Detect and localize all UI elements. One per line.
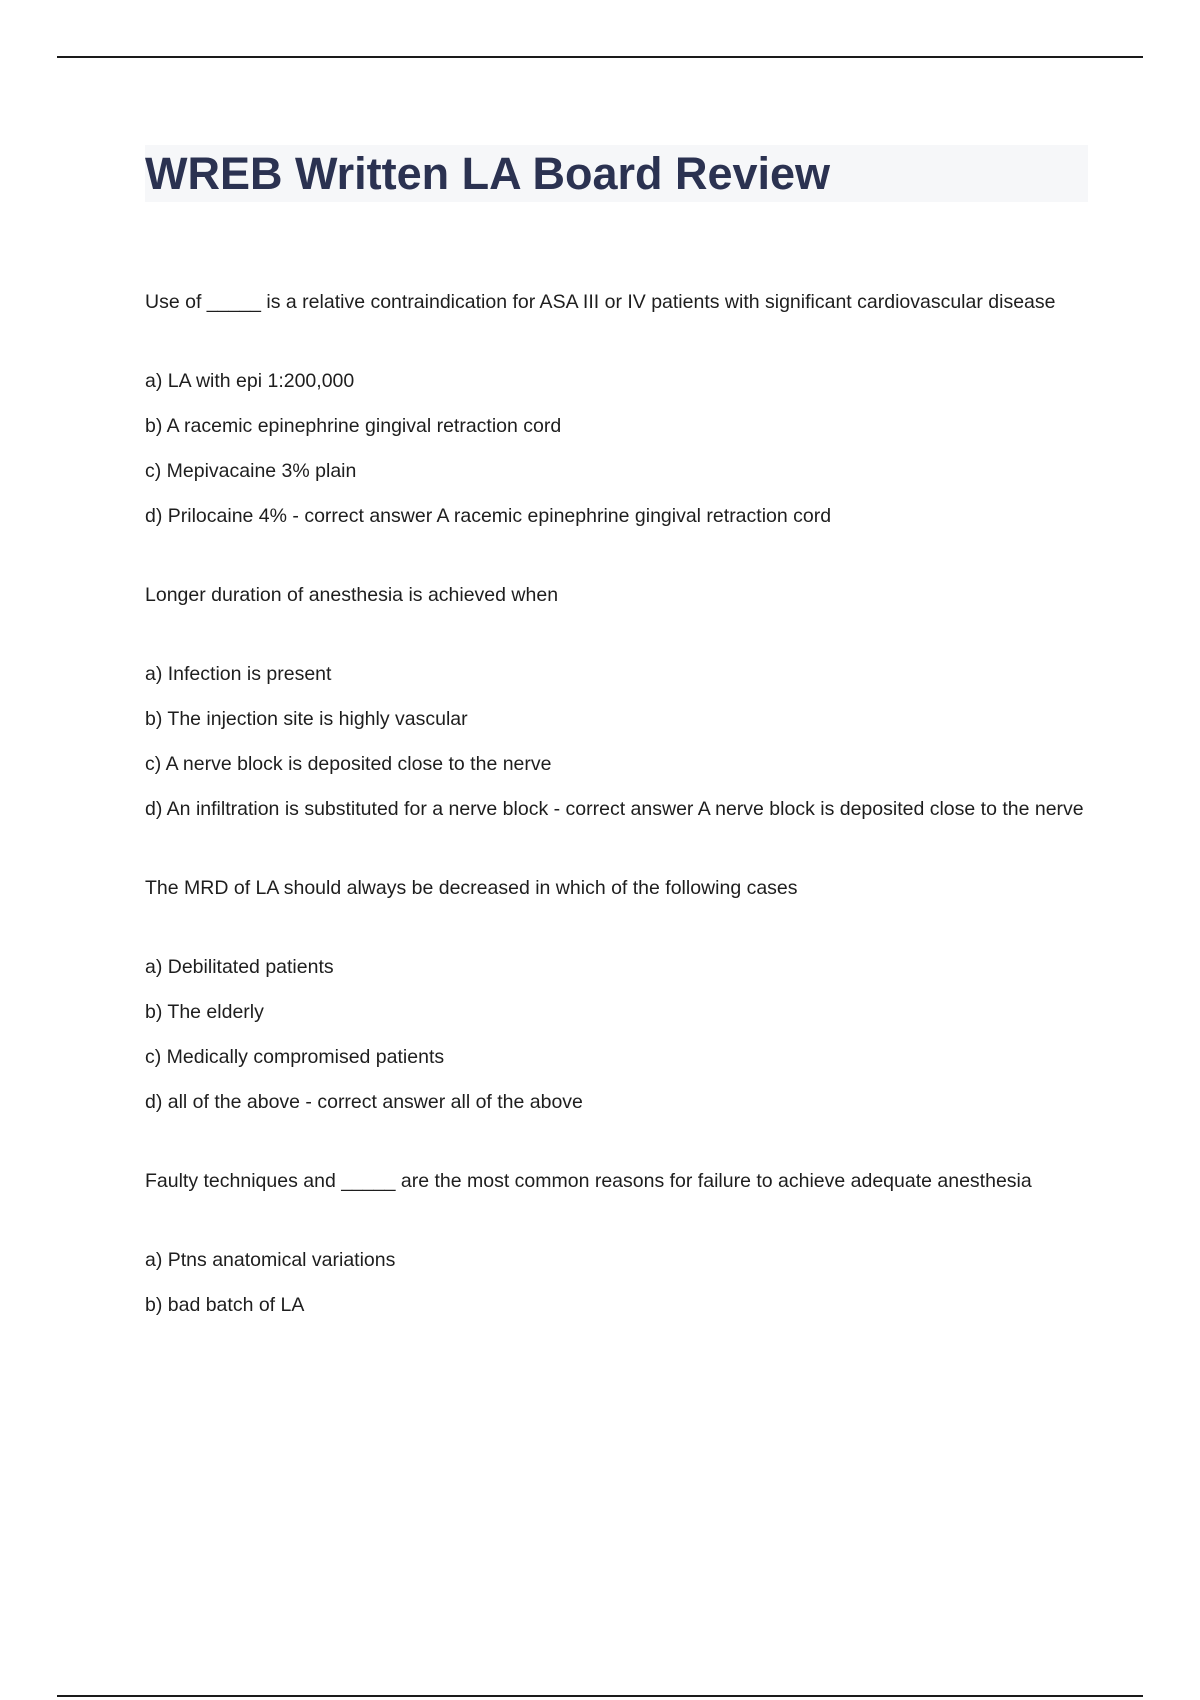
top-rule [57,56,1143,58]
answer-option: d) An infiltration is substituted for a nerve block - correct answer A nerve block is deposited close to the nerve [145,798,1084,820]
answer-option: c) Medically compromised patients [145,1046,445,1068]
answer-option: a) Infection is present [145,663,332,685]
answer-option: d) all of the above - correct answer all of the above [145,1091,583,1113]
answer-option: a) Debilitated patients [145,956,334,978]
answer-option: b) A racemic epinephrine gingival retraction cord [145,415,562,437]
question-prompt: Use of _____ is a relative contraindication for ASA III or IV patients with significant cardiovascular disease [145,291,1056,313]
bottom-rule [57,1695,1143,1697]
answer-option: a) LA with epi 1:200,000 [145,370,355,392]
question-block [145,288,1085,531]
answer-option: d) Prilocaine 4% - correct answer A racemic epinephrine gingival retraction cord [145,505,832,527]
question-list [145,288,1085,1370]
question-prompt: Faulty techniques and _____ are the most common reasons for failure to achieve adequate anesthesia [145,1170,1032,1192]
question-prompt: The MRD of LA should always be decreased in which of the following cases [145,877,798,899]
answer-option: b) The injection site is highly vascular [145,708,468,730]
question-block [145,1167,1085,1320]
question-block [145,874,1085,1117]
question-block [145,581,1085,824]
answer-option: c) Mepivacaine 3% plain [145,460,357,482]
document-title: WREB Written LA Board Review [145,148,831,199]
answer-option: b) bad batch of LA [145,1294,305,1316]
answer-option: a) Ptns anatomical variations [145,1249,396,1271]
answer-option: b) The elderly [145,1001,264,1023]
answer-option: c) A nerve block is deposited close to the nerve [145,753,552,775]
question-prompt: Longer duration of anesthesia is achieved when [145,584,559,606]
